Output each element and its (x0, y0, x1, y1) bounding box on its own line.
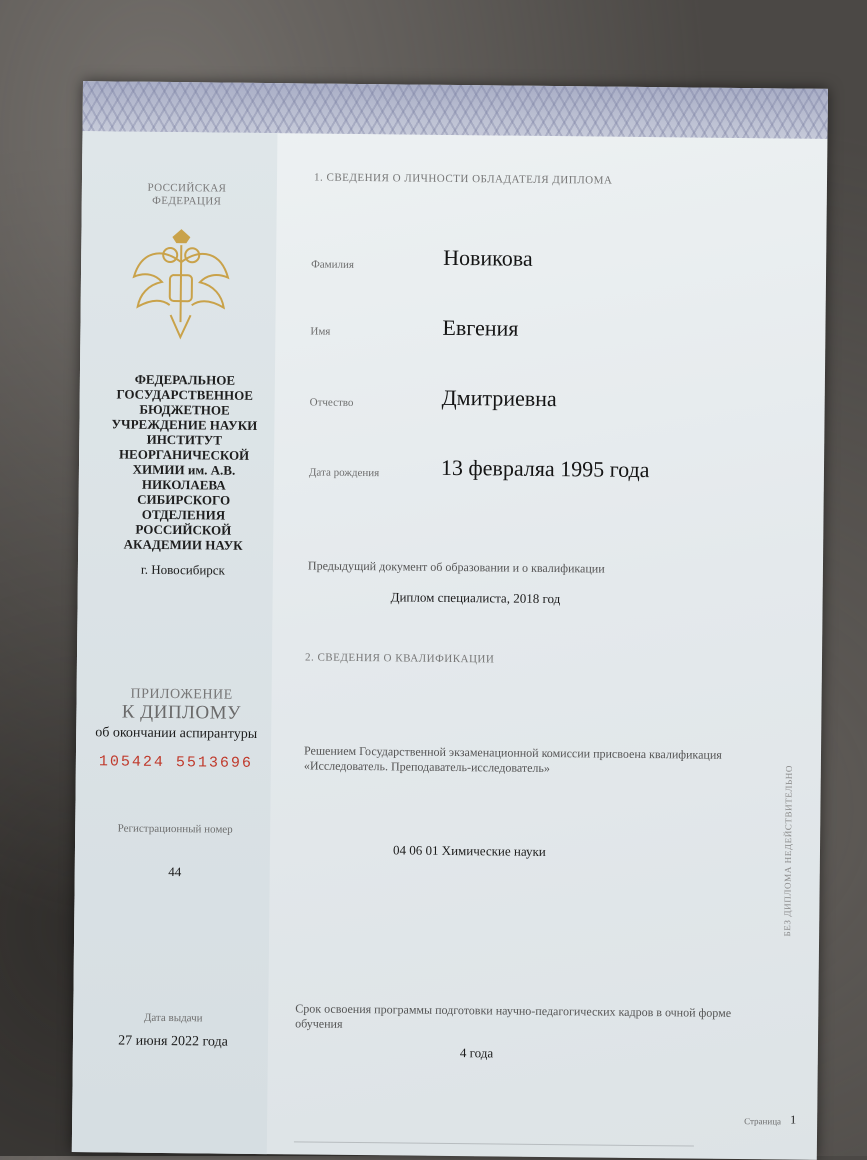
country-name: РОССИЙСКАЯ ФЕДЕРАЦИЯ (147, 181, 227, 208)
surname-value: Новикова (443, 244, 533, 271)
name-label: Имя (310, 325, 331, 338)
organization-name: ФЕДЕРАЛЬНОЕ ГОСУДАРСТВЕННОЕ БЮДЖЕТНОЕ УЧРЕЖДЕНИЕ НАУКИ ИНСТИТУТ НЕОРГАНИЧЕСКОЙ ХИМИИ им. А.В. НИКОЛАЕВА СИБИРСКОГО ОТДЕЛЕНИЯ РОССИЙСКОЙ АКАДЕМИИ НАУК (111, 371, 258, 553)
page-label: Страница (744, 1116, 782, 1127)
security-ornament-band (82, 81, 827, 139)
coat-of-arms-emblem (125, 227, 236, 343)
city-name: г. Новосибирск (140, 561, 225, 578)
issue-date-label: Дата выдачи (143, 1011, 203, 1025)
appendix-degree: об окончании аспирантуры (95, 725, 258, 742)
page-number: 1 (790, 1112, 797, 1127)
birth-date-label: Дата рождения (308, 466, 380, 480)
issue-date: 27 июня 2022 года (118, 1033, 228, 1050)
previous-document-value: Диплом специалиста, 2018 год (390, 589, 561, 607)
section-2-title: 2. СВЕДЕНИЯ О КВАЛИФИКАЦИИ (304, 651, 495, 666)
study-term-label: Срок освоения программы подготовки научно-педагогических кадров в очной форме обучения (295, 1001, 732, 1031)
patronymic-value: Дмитриевна (441, 384, 557, 412)
birth-date-value: 13 февраляа 1995 года (440, 454, 650, 483)
section-1-title: 1. СВЕДЕНИЯ О ЛИЧНОСТИ ОБЛАДАТЕЛЯ ДИПЛОМА (313, 171, 613, 187)
previous-document-label: Предыдущий документ об образовании и о квалификации (307, 558, 605, 576)
appendix-subtitle: К ДИПЛОМУ (121, 701, 242, 724)
name-value: Евгения (442, 314, 519, 341)
serial-number: 105424 5513696 (98, 753, 253, 772)
registration-number: 44 (168, 864, 182, 880)
registration-label: Регистрационный номер (117, 822, 233, 836)
validity-note: БЕЗ ДИПЛОМА НЕДЕЙСТВИТЕЛЬНО (782, 764, 794, 937)
appendix-title: ПРИЛОЖЕНИЕ (130, 686, 233, 703)
study-term-value: 4 года (459, 1045, 494, 1061)
patronymic-label: Отчество (309, 396, 354, 409)
qualification-text: Решением Государственной экзаменационной комиссии присвоена квалификация «Исследователь. Преподаватель-исследователь» (303, 743, 722, 776)
surname-label: Фамилия (311, 258, 355, 271)
bottom-rule (294, 1141, 694, 1146)
diploma-appendix-sheet (72, 81, 828, 1160)
specialty-value: 04 06 01 Химические науки (392, 842, 546, 859)
